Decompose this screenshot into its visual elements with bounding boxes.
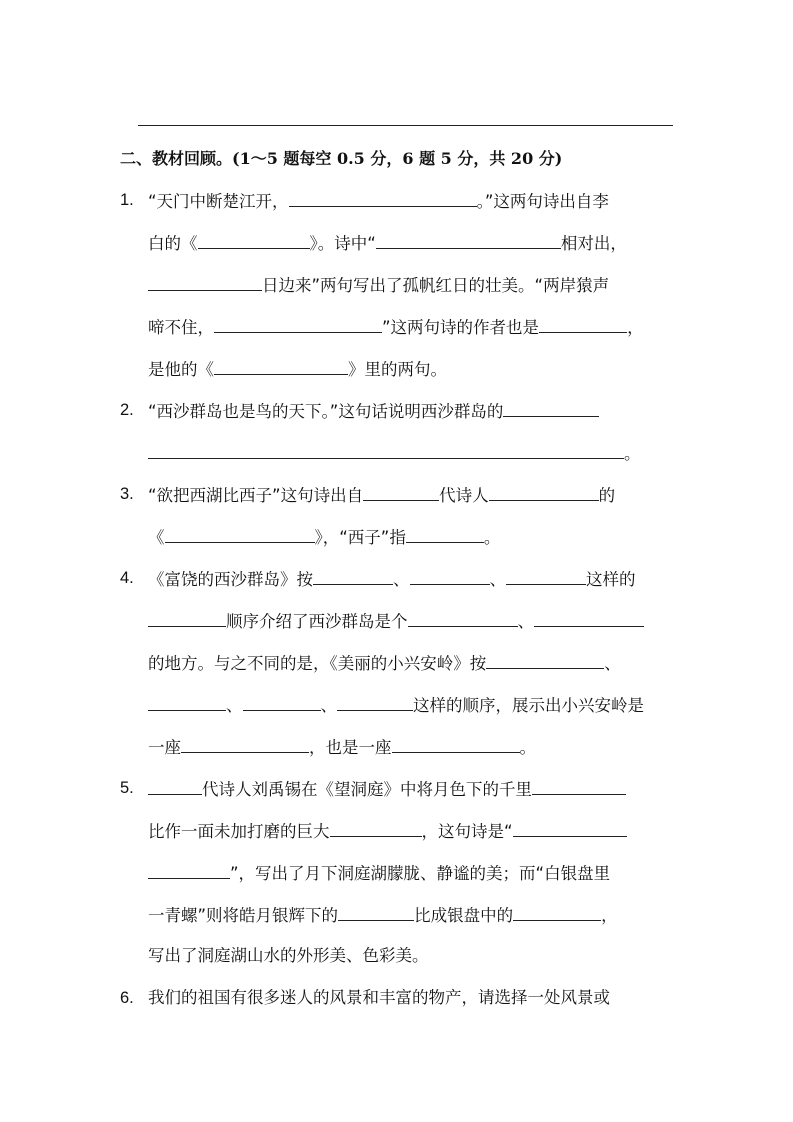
- text: 、: [489, 570, 506, 589]
- text: 顺序介绍了西沙群岛是个: [226, 612, 408, 631]
- question-5-line-2: [148, 818, 627, 844]
- question-1-line-3: [148, 272, 609, 298]
- text: 。”这两句诗出自李: [476, 192, 609, 211]
- section-heading: 二、教材回顾。(1～5 题每空 0.5 分，6 题 5 分，共 20 分): [120, 149, 563, 168]
- text: 这样的顺序，展示出小兴安岭是: [413, 696, 644, 715]
- answer-blank[interactable]: [513, 902, 601, 921]
- text: 。: [519, 738, 536, 757]
- text: “西沙群岛也是鸟的天下。”这句话说明西沙群岛的: [148, 402, 504, 421]
- text: 、: [604, 654, 621, 673]
- text: 的地方。与之不同的是，《美丽的小兴安岭》按: [148, 654, 487, 673]
- answer-blank[interactable]: [181, 734, 309, 753]
- question-5-line-1: [148, 776, 626, 802]
- text: 是他的《: [148, 360, 214, 379]
- answer-blank[interactable]: [503, 398, 599, 417]
- text: 的: [598, 486, 616, 505]
- text: 我们的祖国有很多迷人的风景和丰富的物产，请选择一处风景或: [148, 988, 610, 1007]
- text: ，也是一座: [309, 738, 392, 757]
- question-6-line-1: [148, 986, 610, 1010]
- question-1-line-1: [148, 188, 609, 214]
- question-3-number: 3.: [120, 485, 134, 503]
- question-6-number: 6.: [120, 989, 134, 1007]
- answer-blank[interactable]: [338, 902, 414, 921]
- text: 一座: [148, 738, 181, 757]
- text: ，这句诗是“: [421, 822, 513, 841]
- question-1-line-5: [148, 356, 447, 382]
- answer-blank[interactable]: [489, 482, 599, 501]
- question-4-number: 4.: [120, 569, 134, 587]
- question-1-line-4: [148, 314, 644, 340]
- answer-blank[interactable]: [392, 734, 520, 753]
- answer-blank[interactable]: [376, 230, 561, 249]
- text: ，: [601, 906, 618, 925]
- question-4-line-2: [148, 608, 644, 634]
- answer-blank[interactable]: [148, 272, 262, 291]
- text: 。: [624, 444, 641, 463]
- answer-blank[interactable]: [337, 692, 413, 711]
- text: 《富饶的西沙群岛》按: [148, 570, 313, 589]
- answer-blank[interactable]: [539, 314, 627, 333]
- answer-blank[interactable]: [198, 230, 310, 249]
- question-5-number: 5.: [120, 779, 134, 797]
- text: ”这两句诗的作者也是: [382, 318, 540, 337]
- text: 比成银盘中的: [414, 906, 514, 925]
- question-2-line-1: [148, 398, 599, 424]
- question-1-line-2: [148, 230, 627, 256]
- text: “天门中断楚江开，: [148, 192, 289, 211]
- answer-blank[interactable]: [148, 608, 226, 627]
- text: 》，“西子”指: [314, 528, 406, 547]
- text: 》。诗中“: [309, 234, 376, 253]
- answer-blank[interactable]: [408, 608, 518, 627]
- question-3-line-2: [148, 524, 500, 550]
- answer-blank[interactable]: [165, 524, 315, 543]
- answer-blank[interactable]: [148, 692, 226, 711]
- text: 、: [320, 696, 337, 715]
- answer-blank[interactable]: [148, 776, 202, 795]
- text: “欲把西湖比西子”这句诗出自: [148, 486, 364, 505]
- question-3-line-1: [148, 482, 615, 508]
- question-1-number: 1.: [120, 191, 134, 209]
- answer-blank[interactable]: [214, 314, 382, 333]
- text: 、: [393, 570, 410, 589]
- question-2-number: 2.: [120, 401, 134, 419]
- question-4-line-4: [148, 692, 644, 718]
- answer-blank[interactable]: [330, 818, 422, 837]
- text: 这样的: [586, 570, 636, 589]
- answer-blank[interactable]: [406, 524, 484, 543]
- text: ，: [627, 318, 644, 337]
- question-5-line-5: [148, 944, 429, 968]
- question-5-line-3: [148, 860, 610, 886]
- text: 代诗人刘禹锡在《望洞庭》中将月色下的千里: [202, 780, 532, 799]
- text: 啼不住，: [148, 318, 214, 337]
- answer-blank[interactable]: [410, 566, 490, 585]
- text: 。: [483, 528, 501, 547]
- answer-blank[interactable]: [363, 482, 439, 501]
- answer-blank[interactable]: [534, 608, 644, 627]
- text: 白的《: [148, 234, 198, 253]
- answer-blank[interactable]: [214, 356, 348, 375]
- text: 《: [148, 528, 165, 547]
- question-4-line-3: [148, 650, 621, 676]
- text: ”，写出了月下洞庭湖朦胧、静谧的美；而“白银盘里: [230, 864, 611, 883]
- text: 》里的两句。: [348, 360, 447, 379]
- answer-blank[interactable]: [148, 440, 624, 459]
- answer-blank[interactable]: [513, 818, 627, 837]
- text: 、: [226, 696, 243, 715]
- question-4-line-1: [148, 566, 636, 592]
- question-2-line-2: [148, 440, 641, 466]
- question-4-line-5: [148, 734, 536, 760]
- answer-blank[interactable]: [148, 860, 230, 879]
- text: 写出了洞庭湖山水的外形美、色彩美。: [148, 946, 429, 965]
- text: 代诗人: [439, 486, 489, 505]
- question-5-line-4: [148, 902, 618, 928]
- text: 相对出，: [560, 234, 627, 253]
- text: 、: [517, 612, 534, 631]
- answer-blank[interactable]: [506, 566, 586, 585]
- text: 比作一面未加打磨的巨大: [148, 822, 330, 841]
- answer-blank[interactable]: [289, 188, 477, 207]
- answer-blank[interactable]: [313, 566, 393, 585]
- answer-blank[interactable]: [486, 650, 604, 669]
- answer-blank[interactable]: [243, 692, 321, 711]
- answer-blank[interactable]: [532, 776, 626, 795]
- text: 日边来”两句写出了孤帆红日的壮美。“两岸猿声: [262, 276, 610, 295]
- text: 一青螺”则将皓月银辉下的: [148, 906, 339, 925]
- top-divider: [138, 125, 673, 126]
